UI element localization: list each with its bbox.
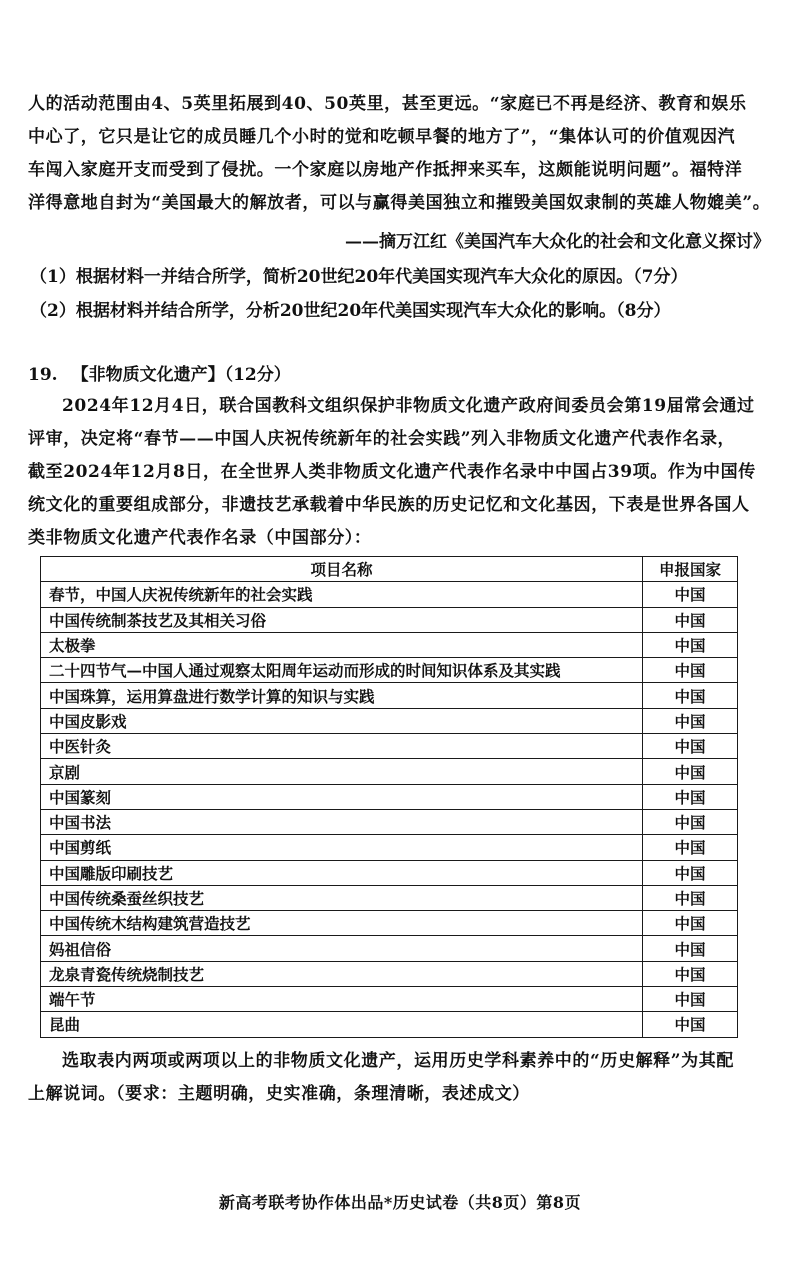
table-row (41, 759, 738, 784)
material-paragraph (28, 88, 772, 220)
material-line: 人的活动范围由4、5英里拓展到40、50英里，甚至更远。“家庭已不再是经济、教育和娱乐 (28, 94, 747, 114)
heritage-item-name: 太极拳 (41, 632, 643, 657)
heritage-item-name: 中国传统制茶技艺及其相关习俗 (41, 607, 643, 632)
heritage-item-country: 中国 (643, 835, 738, 860)
table-row (41, 708, 738, 733)
heritage-item-name: 二十四节气—中国人通过观察太阳周年运动而形成的时间知识体系及其实践 (41, 658, 643, 683)
heritage-item-country: 中国 (643, 607, 738, 632)
table-row (41, 961, 738, 986)
table-row (41, 860, 738, 885)
source-citation: ——摘万江红《美国汽车大众化的社会和文化意义探讨》 (345, 232, 770, 252)
body-line: 2024年12月4日，联合国教科文组织保护非物质文化遗产政府间委员会第19届常会通过 (62, 396, 755, 416)
heritage-item-country: 中国 (643, 809, 738, 834)
heritage-item-country: 中国 (643, 734, 738, 759)
table-row (41, 835, 738, 860)
table-row (41, 784, 738, 809)
question-title: 【非物质文化遗产】（12分） (71, 365, 291, 385)
body-line: 评审，决定将“春节——中国人庆祝传统新年的社会实践”列入非物质文化遗产代表作名录， (28, 429, 736, 449)
material-line: 洋得意地自封为“美国最大的解放者，可以与赢得美国独立和摧毁美国奴隶制的英雄人物媲美”。 (28, 193, 771, 213)
heritage-item-name: 中国传统木结构建筑营造技艺 (41, 911, 643, 936)
heritage-item-name: 中国雕版印刷技艺 (41, 860, 643, 885)
heritage-item-country: 中国 (643, 784, 738, 809)
question-18-part-1: （1）根据材料一并结合所学，简析20世纪20年代美国实现汽车大众化的原因。（7分） (30, 267, 688, 287)
heritage-item-name: 春节，中国人庆祝传统新年的社会实践 (41, 582, 643, 607)
question-19-body (28, 390, 772, 555)
table-header-row (41, 557, 738, 582)
task-line: 选取表内两项或两项以上的非物质文化遗产，运用历史学科素养中的“历史解释”为其配 (62, 1051, 734, 1071)
heritage-item-name: 中国皮影戏 (41, 708, 643, 733)
heritage-item-country: 中国 (643, 885, 738, 910)
heritage-item-name: 妈祖信俗 (41, 936, 643, 961)
heritage-item-name: 龙泉青瓷传统烧制技艺 (41, 961, 643, 986)
question-19-heading (28, 360, 305, 385)
heritage-item-name: 中国篆刻 (41, 784, 643, 809)
task-line: 上解说词。（要求：主题明确，史实准确，条理清晰，表述成文） (28, 1084, 530, 1104)
column-header-name: 项目名称 (41, 557, 643, 582)
table-row (41, 683, 738, 708)
table-row (41, 885, 738, 910)
heritage-item-name: 中医针灸 (41, 734, 643, 759)
material-line: 车闯入家庭开支而受到了侵扰。一个家庭以房地产作抵押来买车，这颇能说明问题”。福特洋 (28, 160, 743, 180)
heritage-item-country: 中国 (643, 708, 738, 733)
page-footer: 新高考联考协作体出品*历史试卷（共8页）第8页 (218, 1193, 582, 1212)
question-number: 19. (28, 365, 58, 385)
heritage-item-country: 中国 (643, 658, 738, 683)
table-row (41, 936, 738, 961)
heritage-item-country: 中国 (643, 683, 738, 708)
heritage-item-country: 中国 (643, 961, 738, 986)
table-row (41, 582, 738, 607)
body-line: 类非物质文化遗产代表作名录（中国部分）： (28, 528, 372, 548)
table-body (41, 582, 738, 1037)
material-line: 中心了，它只是让它的成员睡几个小时的觉和吃顿早餐的地方了”，“集体认可的价值观因汽 (28, 127, 736, 147)
task-paragraph (28, 1045, 772, 1111)
table-row (41, 911, 738, 936)
heritage-item-country: 中国 (643, 632, 738, 657)
heritage-item-name: 中国传统桑蚕丝织技艺 (41, 885, 643, 910)
table-row (41, 1012, 738, 1037)
heritage-item-name: 端午节 (41, 987, 643, 1012)
heritage-item-name: 京剧 (41, 759, 643, 784)
heritage-item-country: 中国 (643, 936, 738, 961)
question-18-part-2: （2）根据材料并结合所学，分析20世纪20年代美国实现汽车大众化的影响。（8分） (30, 301, 671, 321)
heritage-item-country: 中国 (643, 1012, 738, 1037)
heritage-item-name: 中国剪纸 (41, 835, 643, 860)
heritage-table (40, 556, 738, 1038)
body-line: 统文化的重要组成部分，非遗技艺承载着中华民族的历史记忆和文化基因，下表是世界各国人 (28, 495, 750, 515)
table-row (41, 809, 738, 834)
heritage-item-name: 中国书法 (41, 809, 643, 834)
heritage-item-country: 中国 (643, 759, 738, 784)
table-row (41, 987, 738, 1012)
heritage-item-country: 中国 (643, 582, 738, 607)
heritage-item-country: 中国 (643, 911, 738, 936)
heritage-item-name: 中国珠算，运用算盘进行数学计算的知识与实践 (41, 683, 643, 708)
table-row (41, 607, 738, 632)
heritage-item-country: 中国 (643, 987, 738, 1012)
body-line: 截至2024年12月8日，在全世界人类非物质文化遗产代表作名录中中国占39项。作为中国传 (28, 462, 756, 482)
column-header-country: 申报国家 (643, 557, 738, 582)
heritage-item-name: 昆曲 (41, 1012, 643, 1037)
heritage-item-country: 中国 (643, 860, 738, 885)
table-row (41, 632, 738, 657)
table-row (41, 658, 738, 683)
table-row (41, 734, 738, 759)
